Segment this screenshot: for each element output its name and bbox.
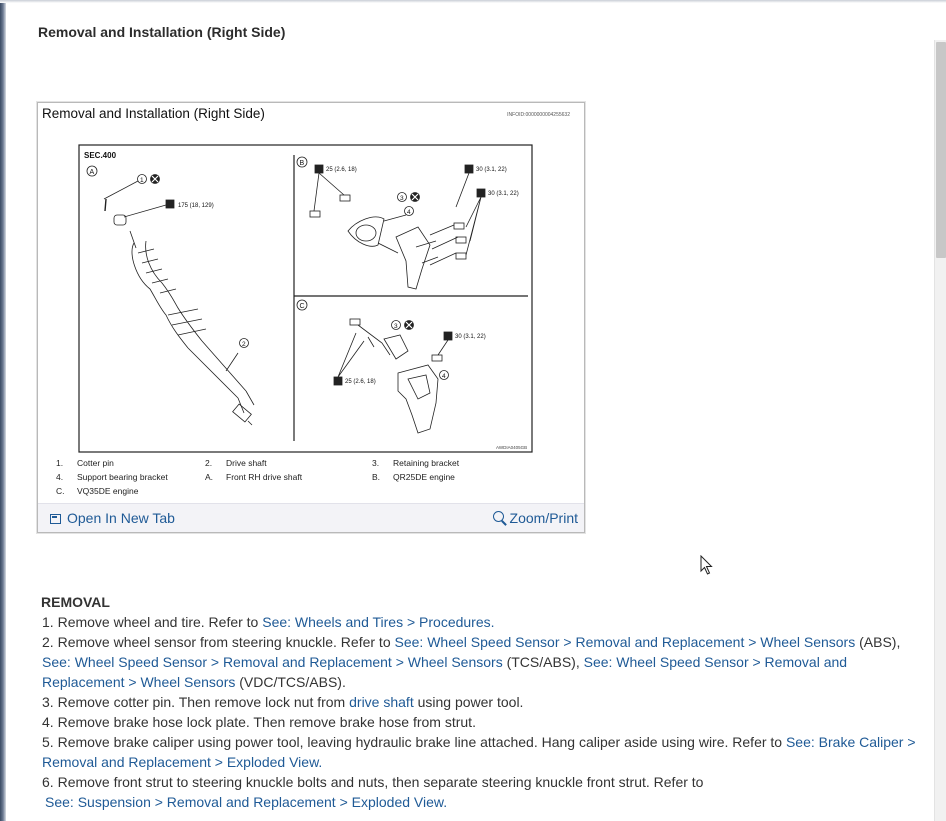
svg-text:4: 4 [407,209,411,216]
zoom-print-link[interactable]: Zoom/Print [493,510,578,526]
suspension-link[interactable]: See: Suspension > Removal and Replacement > Exploded View. [45,794,448,810]
wheel-sensor-tcs-link[interactable]: See: Wheel Speed Sensor > Removal and Replacement > Wheel Sensors [42,654,503,670]
svg-text:A: A [89,169,95,176]
figure-title: Removal and Installation (Right Side) [42,106,265,121]
window-left-edge [0,0,6,821]
window-top-edge [0,0,946,3]
svg-text:B: B [299,160,305,167]
removal-step-5: 5. Remove brake caliper using power tool, leaving hydraulic brake line attached. Hang caliper aside using wire. Refer to See: Brake Caliper > Removal and Replacement > Exploded View. [42,734,916,770]
scrollbar-thumb[interactable] [936,42,946,258]
svg-text:4: 4 [442,373,446,380]
removal-step-2: 2. Remove wheel sensor from steering knuckle. Refer to See: Wheel Speed Sensor > Removal and Replacement > Wheel Sensors (ABS), See: Wheel Speed Sensor > Removal and Replacement > Wheel Sensors (TCS/ABS), See: Wheel Speed Sensor > Removal and Replacement > Wheel Sensors (VDC/TCS/ABS). [42,634,901,690]
diagram-sec-label: SEC.400 [84,151,117,160]
svg-text:25 (2.6, 18): 25 (2.6, 18) [345,379,376,385]
svg-text:C: C [299,303,305,310]
brake-caliper-link[interactable]: See: Brake Caliper > Removal and Replacement > Exploded View. [42,734,916,770]
svg-text:2: 2 [242,341,246,348]
mouse-cursor-icon [700,555,714,575]
removal-step-6: 6. Remove front strut to steering knuckle bolts and nuts, then separate steering knuckle front strut. Refer to See: Suspension > Removal and Replacement > Exploded View. [42,774,704,810]
wheel-sensor-vdc-link[interactable]: See: Wheel Speed Sensor > Removal and Replacement > Wheel Sensors [42,654,848,690]
new-tab-icon [50,514,61,524]
wheels-tires-link[interactable]: See: Wheels and Tires > Procedures. [262,614,495,630]
removal-step-1: 1. Remove wheel and tire. Refer to See: Wheels and Tires > Procedures. [42,614,495,630]
exploded-view-diagram[interactable] [38,103,584,463]
zoom-icon [493,511,504,522]
drive-shaft-link[interactable]: drive shaft [349,694,414,710]
figure-info-id: INFOID:0000000004255632 [507,112,570,118]
svg-text:30 (3.1, 22): 30 (3.1, 22) [455,334,486,340]
wheel-sensor-abs-link[interactable]: See: Wheel Speed Sensor > Removal and Replacement > Wheel Sensors [394,634,856,650]
removal-step-4: 4. Remove brake hose lock plate. Then remove brake hose from strut. [42,714,476,730]
svg-text:30 (3.1, 22): 30 (3.1, 22) [476,167,507,173]
svg-text:3: 3 [400,195,404,202]
svg-text:25 (2.6, 18): 25 (2.6, 18) [326,167,357,173]
open-in-new-tab-link[interactable]: Open In New Tab [50,510,175,526]
svg-text:1: 1 [140,177,144,184]
page-title: Removal and Installation (Right Side) [38,24,286,40]
svg-text:175 (18, 129): 175 (18, 129) [178,203,214,209]
removal-heading: REMOVAL [41,594,110,610]
svg-text:30 (3.1, 22): 30 (3.1, 22) [488,191,519,197]
figure-panel: Removal and Installation (Right Side) INFOID:0000000004255632 SEC.400 A 1 175 (18, 129) 2 B 25 (2.6, 18) 30 (3.1, 22) 30 (3.1, 22) 3 4 C 3 30 (3.1, 22) 25 (2.6, 18) 4 AWDIA0405GB 1. Cotter pin 2. Drive shaft 3. Retaining bracket 4. Support bearing bracket A. Front RH drive shaft B. QR25DE engine C. VQ35DE engine Open In New Tab Zoom/Print [37,102,585,533]
figure-footer [38,503,584,532]
removal-step-3: 3. Remove cotter pin. Then remove lock nut from drive shaft using power tool. [42,694,524,710]
diagram-code: AWDIA0405GB [496,445,528,450]
vertical-scrollbar[interactable] [934,40,946,821]
svg-text:3: 3 [394,323,398,330]
removal-section [38,592,923,812]
